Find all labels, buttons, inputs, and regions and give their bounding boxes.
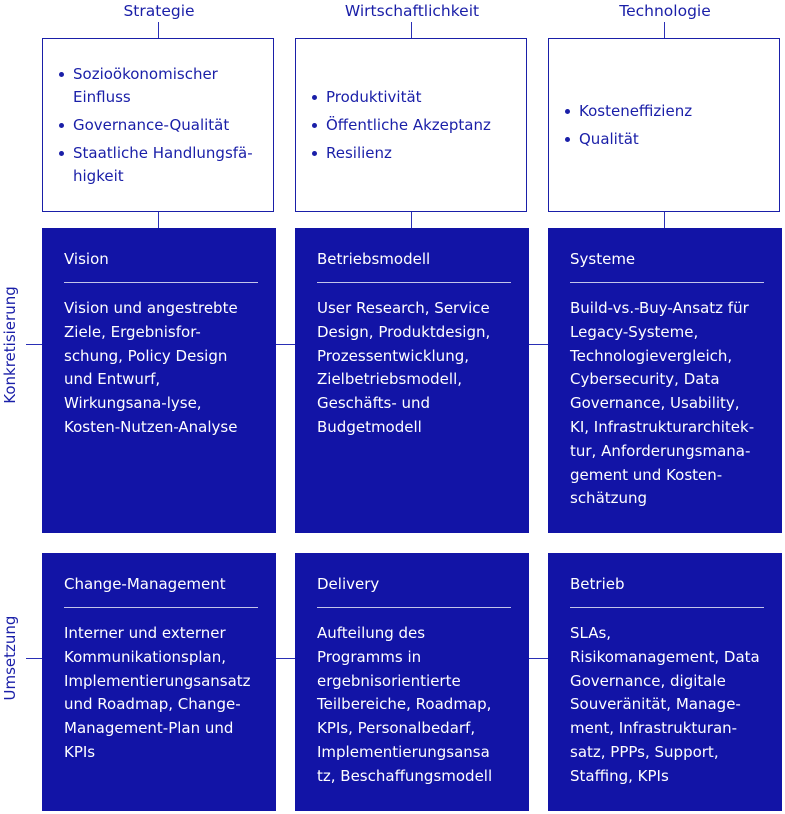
connector bbox=[158, 212, 159, 228]
row-label-umsetzung: Umsetzung bbox=[1, 615, 19, 701]
cell-heading: Delivery bbox=[317, 575, 380, 593]
divider bbox=[570, 282, 764, 283]
cell-body: User Research, Service Design, Produktdesign, Prozessentwicklung, Zielbetriebsmodell, Geschäfts- und Budgetmodell bbox=[317, 299, 491, 436]
criteria-item bbox=[57, 114, 259, 137]
criteria-box-strategie bbox=[42, 38, 274, 212]
criteria-text: Staatliche Handlungsfä- higkeit bbox=[73, 143, 253, 185]
connector bbox=[276, 344, 295, 345]
cell-systeme bbox=[548, 228, 782, 533]
cell-vision bbox=[42, 228, 276, 533]
cell-betriebsmodell bbox=[295, 228, 529, 533]
cell-heading: Systeme bbox=[570, 250, 636, 268]
criteria-item bbox=[310, 114, 512, 137]
cell-change-management bbox=[42, 553, 276, 811]
bullet-icon bbox=[312, 123, 317, 128]
connector bbox=[664, 22, 665, 38]
cell-body: Interner und externer Kommunikationsplan, Implementierungsansatz und Roadmap, Change- Management-Plan und KPIs bbox=[64, 624, 251, 761]
connector bbox=[529, 658, 548, 659]
cell-body: Vision und angestrebte Ziele, Ergebnisfor- schung, Policy Design und Entwurf, Wirkungsana-lyse, Kosten-Nutzen-Analyse bbox=[64, 299, 238, 436]
criteria-text: Resilienz bbox=[326, 143, 392, 162]
criteria-text: Öffentliche Akzeptanz bbox=[326, 115, 491, 134]
bullet-icon bbox=[59, 72, 64, 77]
criteria-box-technologie bbox=[548, 38, 780, 212]
divider bbox=[317, 282, 511, 283]
bullet-icon bbox=[565, 137, 570, 142]
criteria-list bbox=[563, 95, 765, 156]
column-title-technologie: Technologie bbox=[619, 2, 711, 20]
criteria-item bbox=[563, 128, 765, 151]
cell-heading: Betriebsmodell bbox=[317, 250, 431, 268]
row-label-konkretisierung: Konkretisierung bbox=[1, 286, 19, 404]
divider bbox=[317, 607, 511, 608]
divider bbox=[64, 607, 258, 608]
connector bbox=[411, 212, 412, 228]
connector bbox=[26, 658, 42, 659]
bullet-icon bbox=[59, 151, 64, 156]
criteria-list bbox=[57, 58, 259, 193]
criteria-text: Governance-Qualität bbox=[73, 115, 230, 134]
cell-delivery bbox=[295, 553, 529, 811]
connector bbox=[664, 212, 665, 228]
connector bbox=[529, 344, 548, 345]
connector bbox=[26, 344, 42, 345]
criteria-text: Produktivität bbox=[326, 87, 422, 106]
criteria-box-wirtschaftlichkeit bbox=[295, 38, 527, 212]
cell-body: Build-vs.-Buy-Ansatz für Legacy-Systeme, Technologievergleich, Cybersecurity, Data Governance, Usability, KI, Infrastrukturarchitek- tur, Anforderungsmana- gement und Kosten- schätzung bbox=[570, 299, 755, 508]
criteria-list bbox=[310, 81, 512, 170]
bullet-icon bbox=[565, 109, 570, 114]
connector bbox=[158, 22, 159, 38]
criteria-item bbox=[57, 142, 259, 188]
divider bbox=[64, 282, 258, 283]
cell-heading: Change-Management bbox=[64, 575, 226, 593]
bullet-icon bbox=[312, 151, 317, 156]
criteria-item bbox=[310, 86, 512, 109]
connector bbox=[411, 22, 412, 38]
criteria-item bbox=[563, 100, 765, 123]
bullet-icon bbox=[312, 95, 317, 100]
cell-betrieb bbox=[548, 553, 782, 811]
cell-heading: Betrieb bbox=[570, 575, 625, 593]
bullet-icon bbox=[59, 123, 64, 128]
column-title-strategie: Strategie bbox=[123, 2, 195, 20]
criteria-text: Kosteneffizienz bbox=[579, 101, 693, 120]
connector bbox=[276, 658, 295, 659]
criteria-item bbox=[310, 142, 512, 165]
column-title-wirtschaftlichkeit: Wirtschaftlichkeit bbox=[344, 2, 480, 20]
criteria-item bbox=[57, 63, 259, 109]
divider bbox=[570, 607, 764, 608]
cell-body: Aufteilung des Programms in ergebnisorientierte Teilbereiche, Roadmap, KPIs, Personalbedarf, Implementierungsansa tz, Beschaffungsmodell bbox=[317, 624, 493, 785]
criteria-text: Qualität bbox=[579, 129, 639, 148]
cell-heading: Vision bbox=[64, 250, 109, 268]
cell-body: SLAs, Risikomanagement, Data Governance, digitale Souveränität, Manage- ment, Infrastrukturan- satz, PPPs, Support, Staffing, KPIs bbox=[570, 624, 760, 785]
criteria-text: Sozioökonomischer Einfluss bbox=[73, 64, 218, 106]
